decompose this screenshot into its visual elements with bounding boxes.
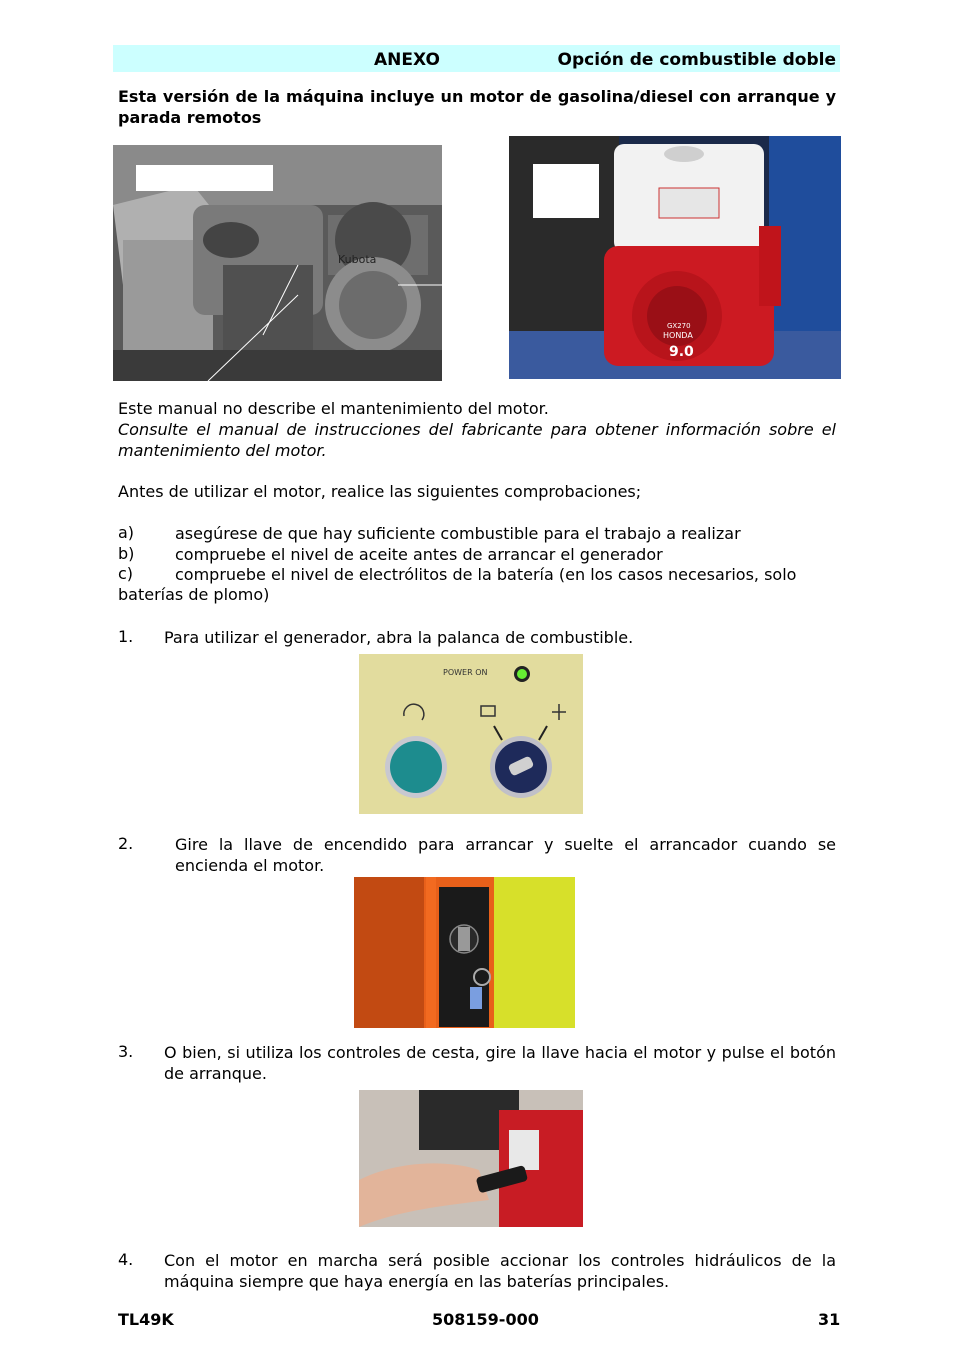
control-panel-photo [359, 654, 583, 814]
check-text: compruebe el nivel de aceite antes de arrancar el generador [175, 545, 663, 564]
step-number: 3. [118, 1042, 134, 1061]
kubota-brand-text: Kubota [338, 253, 377, 266]
check-label: b) [118, 544, 135, 563]
start-button-photo [359, 1090, 583, 1227]
step-number: 1. [118, 627, 134, 646]
step-text: Gire la llave de encendido para arrancar y suelte el arrancador cuando se encienda el motor. [175, 835, 836, 875]
footer-part-number: 508159-000 [432, 1310, 539, 1329]
step-number: 2. [118, 834, 134, 853]
honda-model-text: 9.0 [669, 344, 694, 360]
step-number: 4. [118, 1250, 134, 1269]
footer-page-number: 31 [818, 1310, 841, 1329]
kubota-engine-photo [113, 145, 442, 381]
check-text: asegúrese de que hay suficiente combustible para el trabajo a realizar [175, 524, 741, 543]
maintenance-reference: Consulte el manual de instrucciones del fabricante para obtener información sobre el mantenimiento del motor. [118, 420, 836, 460]
honda-code-text: GX270 [667, 322, 691, 330]
check-label: c) [118, 564, 134, 583]
check-text: compruebe el nivel de electrólitos de la batería (en los casos necesarios, solo [175, 565, 797, 584]
ignition-key-photo [354, 877, 575, 1028]
honda-brand-text: HONDA [663, 331, 693, 340]
check-continuation: baterías de plomo) [118, 585, 270, 604]
annex-label: ANEXO [374, 50, 440, 70]
check-label: a) [118, 523, 135, 542]
intro-text: Esta versión de la máquina incluye un motor de gasolina/diesel con arranque y parada remotos [118, 87, 836, 127]
step-text: Con el motor en marcha será posible accionar los controles hidráulicos de la máquina siempre que haya energía en las baterías principales. [164, 1251, 836, 1291]
honda-engine-photo [509, 136, 841, 379]
footer-model: TL49K [118, 1310, 174, 1329]
step-text: Para utilizar el generador, abra la palanca de combustible. [164, 628, 634, 647]
section-title: Opción de combustible doble [557, 50, 836, 70]
checks-intro: Antes de utilizar el motor, realice las siguientes comprobaciones; [118, 482, 642, 501]
power-on-text: POWER ON [443, 668, 488, 677]
maintenance-note: Este manual no describe el mantenimiento del motor. [118, 399, 549, 418]
section-header-bar [113, 45, 840, 72]
step-text: O bien, si utiliza los controles de cesta, gire la llave hacia el motor y pulse el botón de arranque. [164, 1043, 836, 1083]
